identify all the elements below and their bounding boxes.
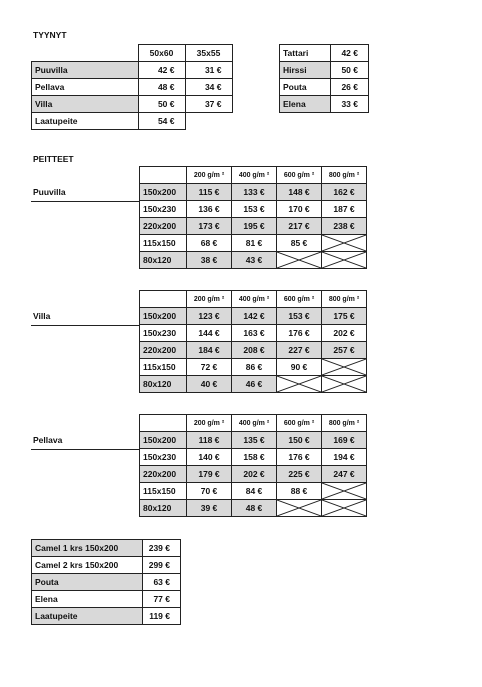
table-row — [32, 574, 181, 591]
peitteet-table — [139, 414, 367, 517]
price-cell: 176 € — [277, 449, 322, 466]
price-cell: 176 € — [277, 325, 322, 342]
header-row — [140, 415, 367, 432]
size-label: 150x200 — [140, 184, 187, 201]
column-header: 50x60 — [138, 45, 185, 62]
size-label: 150x230 — [140, 201, 187, 218]
price-cell: 195 € — [232, 218, 277, 235]
price-cell: 239 € — [143, 540, 181, 557]
unavailable-cell — [322, 500, 367, 517]
size-label: 220x200 — [140, 466, 187, 483]
column-header: 800 g/m ² — [322, 167, 367, 184]
column-header: 200 g/m ² — [187, 167, 232, 184]
column-header: 400 g/m ² — [232, 291, 277, 308]
price-cell: 179 € — [187, 466, 232, 483]
cross-mark-icon — [322, 483, 366, 499]
unavailable-cell — [277, 500, 322, 517]
price-cell: 140 € — [187, 449, 232, 466]
price-cell: 50 € — [331, 62, 369, 79]
size-label: 80x120 — [140, 500, 187, 517]
price-cell: 54 € — [138, 113, 185, 130]
cross-mark-icon — [322, 252, 366, 268]
column-header: 400 g/m ² — [232, 415, 277, 432]
unavailable-cell — [322, 483, 367, 500]
price-cell: 175 € — [322, 308, 367, 325]
table-row — [32, 62, 233, 79]
price-cell: 162 € — [322, 184, 367, 201]
price-cell: 136 € — [187, 201, 232, 218]
price-cell: 33 € — [331, 96, 369, 113]
table-row — [140, 252, 367, 269]
price-cell: 115 € — [187, 184, 232, 201]
column-header: 200 g/m ² — [187, 291, 232, 308]
price-cell: 48 € — [232, 500, 277, 517]
divider — [31, 449, 139, 450]
table-row — [140, 376, 367, 393]
cross-mark-icon — [322, 376, 366, 392]
price-cell: 50 € — [138, 96, 185, 113]
row-label: Pouta — [32, 574, 143, 591]
size-label: 220x200 — [140, 218, 187, 235]
price-cell: 148 € — [277, 184, 322, 201]
muut-table — [31, 539, 181, 625]
column-header: 200 g/m ² — [187, 415, 232, 432]
price-cell: 163 € — [232, 325, 277, 342]
corner-cell — [140, 167, 187, 184]
price-cell: 247 € — [322, 466, 367, 483]
unavailable-cell — [322, 376, 367, 393]
table-row — [140, 483, 367, 500]
row-label: Tattari — [280, 45, 331, 62]
table-row — [140, 359, 367, 376]
price-cell: 169 € — [322, 432, 367, 449]
table-row — [140, 308, 367, 325]
table-row — [32, 96, 233, 113]
unavailable-cell — [277, 252, 322, 269]
price-cell: 202 € — [322, 325, 367, 342]
row-label: Laatupeite — [32, 608, 143, 625]
blank-cell — [185, 113, 232, 130]
row-label: Camel 1 krs 150x200 — [32, 540, 143, 557]
table-row — [32, 113, 233, 130]
table-row — [280, 96, 369, 113]
price-cell: 85 € — [277, 235, 322, 252]
table-row — [140, 449, 367, 466]
price-cell: 225 € — [277, 466, 322, 483]
price-cell: 208 € — [232, 342, 277, 359]
price-cell: 43 € — [232, 252, 277, 269]
price-cell: 77 € — [143, 591, 181, 608]
price-cell: 142 € — [232, 308, 277, 325]
peitteet-table — [139, 290, 367, 393]
price-cell: 26 € — [331, 79, 369, 96]
cross-mark-icon — [277, 252, 321, 268]
price-cell: 37 € — [185, 96, 232, 113]
tyynyt-heading: TYYNYT — [33, 30, 67, 40]
size-label: 115x150 — [140, 359, 187, 376]
table-row — [280, 62, 369, 79]
size-label: 150x230 — [140, 449, 187, 466]
row-label: Hirssi — [280, 62, 331, 79]
price-cell: 48 € — [138, 79, 185, 96]
price-cell: 217 € — [277, 218, 322, 235]
row-label: Laatupeite — [32, 113, 139, 130]
cross-mark-icon — [322, 235, 366, 251]
corner-cell — [140, 415, 187, 432]
row-label: Villa — [32, 96, 139, 113]
row-label: Pouta — [280, 79, 331, 96]
table-row — [32, 540, 181, 557]
table-row — [32, 608, 181, 625]
price-cell: 184 € — [187, 342, 232, 359]
price-cell: 118 € — [187, 432, 232, 449]
divider — [31, 325, 139, 326]
table-row — [140, 325, 367, 342]
price-cell: 42 € — [138, 62, 185, 79]
unavailable-cell — [277, 376, 322, 393]
cross-mark-icon — [277, 500, 321, 516]
price-cell: 144 € — [187, 325, 232, 342]
price-cell: 40 € — [187, 376, 232, 393]
row-label: Pellava — [32, 79, 139, 96]
peitteet-heading: PEITTEET — [33, 154, 74, 164]
price-cell: 299 € — [143, 557, 181, 574]
price-cell: 227 € — [277, 342, 322, 359]
table-row — [32, 591, 181, 608]
table-row — [280, 45, 369, 62]
price-cell: 194 € — [322, 449, 367, 466]
price-cell: 42 € — [331, 45, 369, 62]
price-cell: 153 € — [232, 201, 277, 218]
size-label: 220x200 — [140, 342, 187, 359]
peitteet-table — [139, 166, 367, 269]
table-row — [140, 218, 367, 235]
size-label: 150x200 — [140, 432, 187, 449]
price-cell: 70 € — [187, 483, 232, 500]
size-label: 150x230 — [140, 325, 187, 342]
cross-mark-icon — [322, 359, 366, 375]
price-cell: 123 € — [187, 308, 232, 325]
table-row — [140, 466, 367, 483]
column-header: 800 g/m ² — [322, 291, 367, 308]
price-cell: 46 € — [232, 376, 277, 393]
row-label: Puuvilla — [32, 62, 139, 79]
header-row — [140, 167, 367, 184]
price-cell: 68 € — [187, 235, 232, 252]
price-cell: 150 € — [277, 432, 322, 449]
column-header: 600 g/m ² — [277, 291, 322, 308]
price-cell: 31 € — [185, 62, 232, 79]
price-cell: 133 € — [232, 184, 277, 201]
row-label: Elena — [32, 591, 143, 608]
column-header: 600 g/m ² — [277, 167, 322, 184]
size-label: 115x150 — [140, 483, 187, 500]
column-header: 400 g/m ² — [232, 167, 277, 184]
unavailable-cell — [322, 359, 367, 376]
size-label: 80x120 — [140, 252, 187, 269]
corner-cell — [140, 291, 187, 308]
size-label: 80x120 — [140, 376, 187, 393]
table-row — [140, 201, 367, 218]
size-label: 150x200 — [140, 308, 187, 325]
divider — [31, 201, 139, 202]
table-row — [140, 235, 367, 252]
unavailable-cell — [322, 235, 367, 252]
price-cell: 84 € — [232, 483, 277, 500]
price-cell: 187 € — [322, 201, 367, 218]
price-cell: 119 € — [143, 608, 181, 625]
table-row — [140, 342, 367, 359]
section-label: Puuvilla — [33, 187, 66, 197]
table-row — [140, 184, 367, 201]
tyynyt-header-row — [32, 45, 233, 62]
price-cell: 202 € — [232, 466, 277, 483]
price-cell: 90 € — [277, 359, 322, 376]
section-label: Pellava — [33, 435, 63, 445]
unavailable-cell — [322, 252, 367, 269]
cross-mark-icon — [322, 500, 366, 516]
price-cell: 170 € — [277, 201, 322, 218]
price-cell: 72 € — [187, 359, 232, 376]
table-row — [32, 557, 181, 574]
price-cell: 39 € — [187, 500, 232, 517]
price-cell: 86 € — [232, 359, 277, 376]
price-cell: 88 € — [277, 483, 322, 500]
row-label: Elena — [280, 96, 331, 113]
blank-cell — [32, 45, 139, 62]
table-row — [32, 79, 233, 96]
table-row — [140, 432, 367, 449]
size-label: 115x150 — [140, 235, 187, 252]
column-header: 600 g/m ² — [277, 415, 322, 432]
price-cell: 63 € — [143, 574, 181, 591]
tyynyt-side-table — [279, 44, 369, 113]
price-cell: 153 € — [277, 308, 322, 325]
column-header: 800 g/m ² — [322, 415, 367, 432]
table-row — [140, 500, 367, 517]
price-cell: 173 € — [187, 218, 232, 235]
tyynyt-table — [31, 44, 233, 130]
price-cell: 158 € — [232, 449, 277, 466]
header-row — [140, 291, 367, 308]
price-cell: 81 € — [232, 235, 277, 252]
price-cell: 34 € — [185, 79, 232, 96]
cross-mark-icon — [277, 376, 321, 392]
column-header: 35x55 — [185, 45, 232, 62]
table-row — [280, 79, 369, 96]
price-cell: 135 € — [232, 432, 277, 449]
price-cell: 238 € — [322, 218, 367, 235]
section-label: Villa — [33, 311, 51, 321]
price-cell: 38 € — [187, 252, 232, 269]
price-cell: 257 € — [322, 342, 367, 359]
row-label: Camel 2 krs 150x200 — [32, 557, 143, 574]
